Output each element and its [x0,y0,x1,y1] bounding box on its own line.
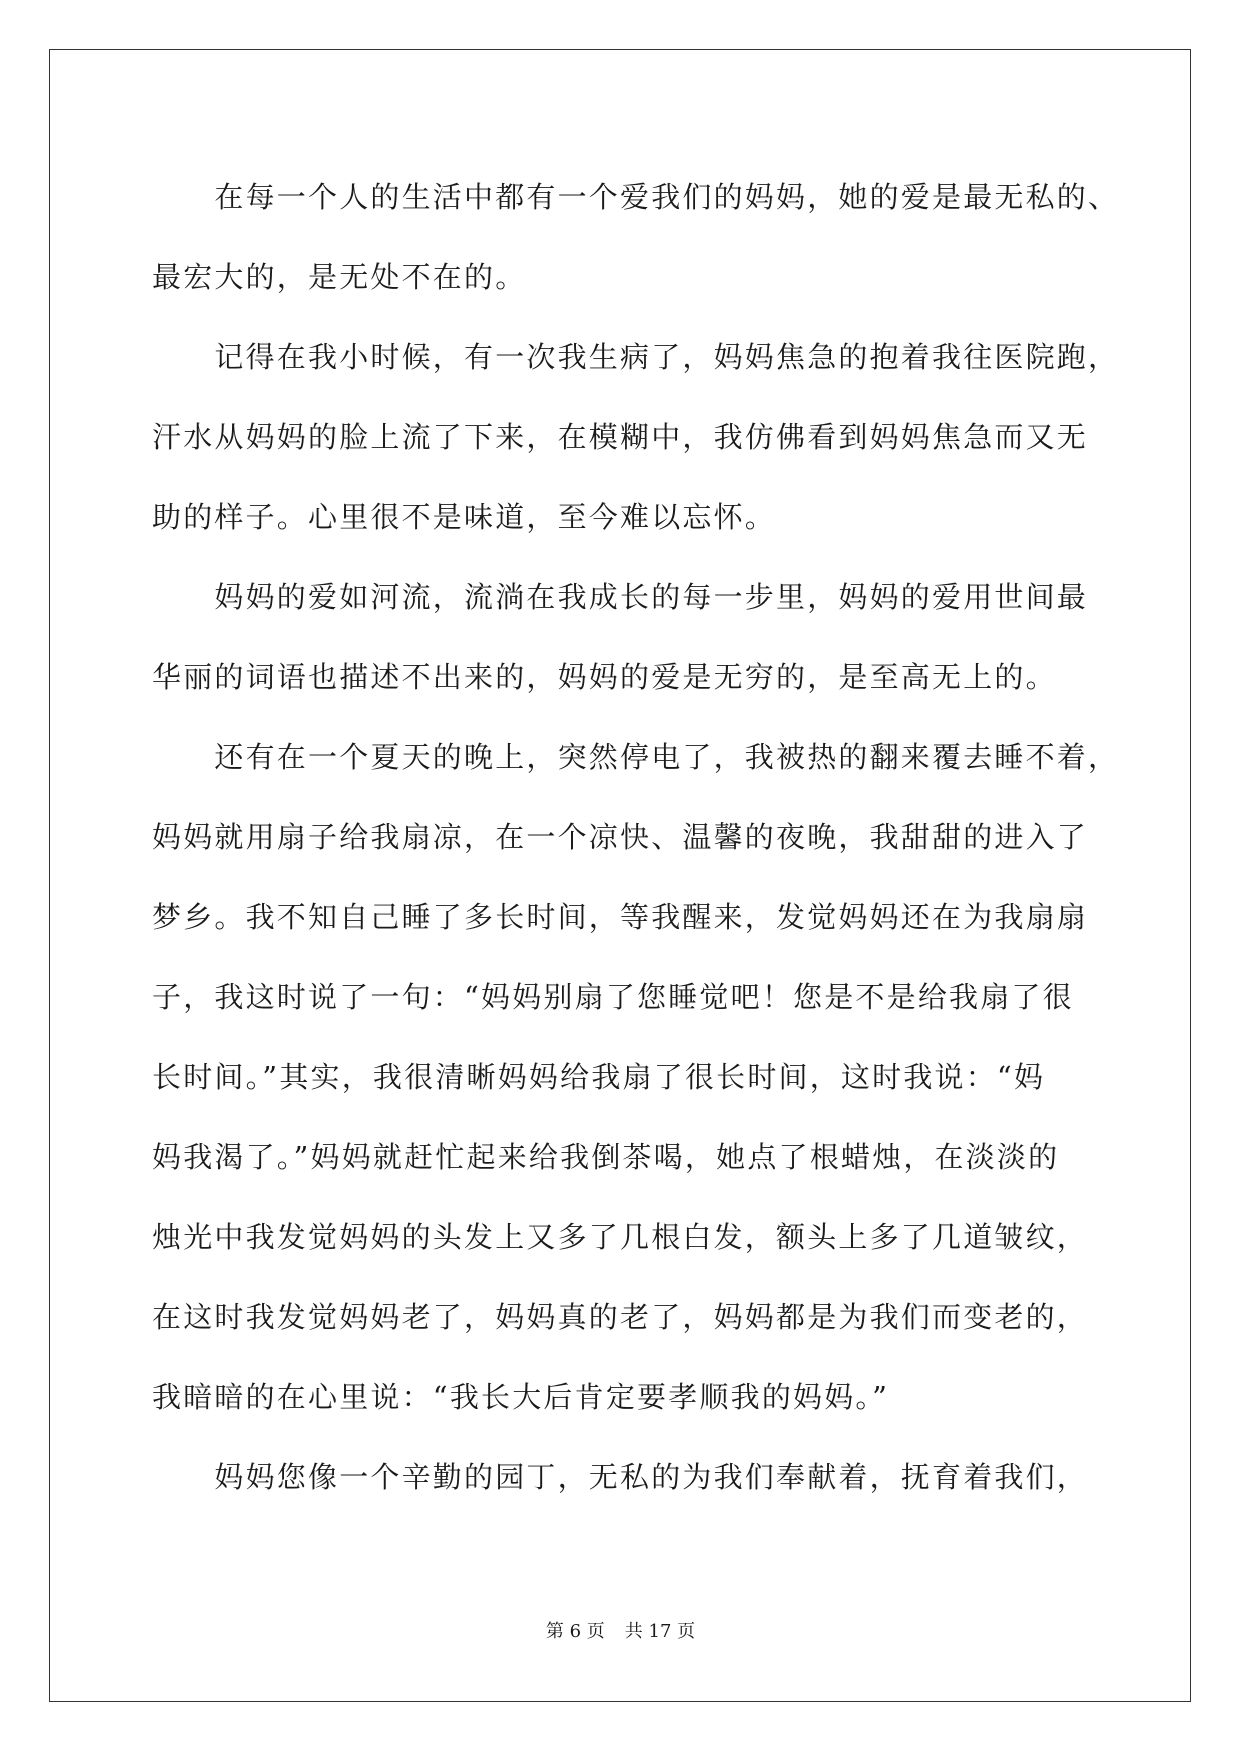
page-total: 共 17 页 [624,1621,696,1642]
text-line: 助的样子。心里很不是味道，至今难以忘怀。 [152,500,777,534]
text-line: 记得在我小时候，有一次我生病了，妈妈焦急的抱着我往医院跑， [152,340,1120,374]
text-line: 在每一个人的生活中都有一个爱我们的妈妈，她的爱是最无私的、 [152,180,1120,214]
text-line: 妈妈的爱如河流，流淌在我成长的每一步里，妈妈的爱用世间最 [152,580,1089,614]
page-number: 第 6 页 [545,1621,605,1642]
text-line: 还有在一个夏天的晚上，突然停电了，我被热的翻来覆去睡不着， [152,740,1120,774]
text-line: 梦乡。我不知自己睡了多长时间，等我醒来，发觉妈妈还在为我扇扇 [152,900,1089,934]
document-body [152,157,1120,1517]
text-line: 妈妈您像一个辛勤的园丁，无私的为我们奉献着，抚育着我们， [152,1460,1089,1494]
text-line: 最宏大的，是无处不在的。 [152,260,527,294]
page-footer [0,1617,1241,1643]
text-line: 妈我渴了。”妈妈就赶忙起来给我倒茶喝，她点了根蜡烛，在淡淡的 [152,1140,1060,1174]
text-line: 烛光中我发觉妈妈的头发上又多了几根白发，额头上多了几道皱纹， [152,1220,1089,1254]
text-line: 在这时我发觉妈妈老了，妈妈真的老了，妈妈都是为我们而变老的， [152,1300,1089,1334]
text-line: 华丽的词语也描述不出来的，妈妈的爱是无穷的，是至高无上的。 [152,660,1057,694]
text-line: 汗水从妈妈的脸上流了下来，在模糊中，我仿佛看到妈妈焦急而又无 [152,420,1089,454]
text-line: 长时间。”其实，我很清晰妈妈给我扇了很长时间，这时我说：“妈 [152,1060,1046,1094]
text-line: 妈妈就用扇子给我扇凉，在一个凉快、温馨的夜晚，我甜甜的进入了 [152,820,1089,854]
text-line: 我暗暗的在心里说：“我长大后肯定要孝顺我的妈妈。” [152,1380,890,1414]
text-line: 子，我这时说了一句：“妈妈别扇了您睡觉吧！您是不是给我扇了很 [152,980,1074,1014]
